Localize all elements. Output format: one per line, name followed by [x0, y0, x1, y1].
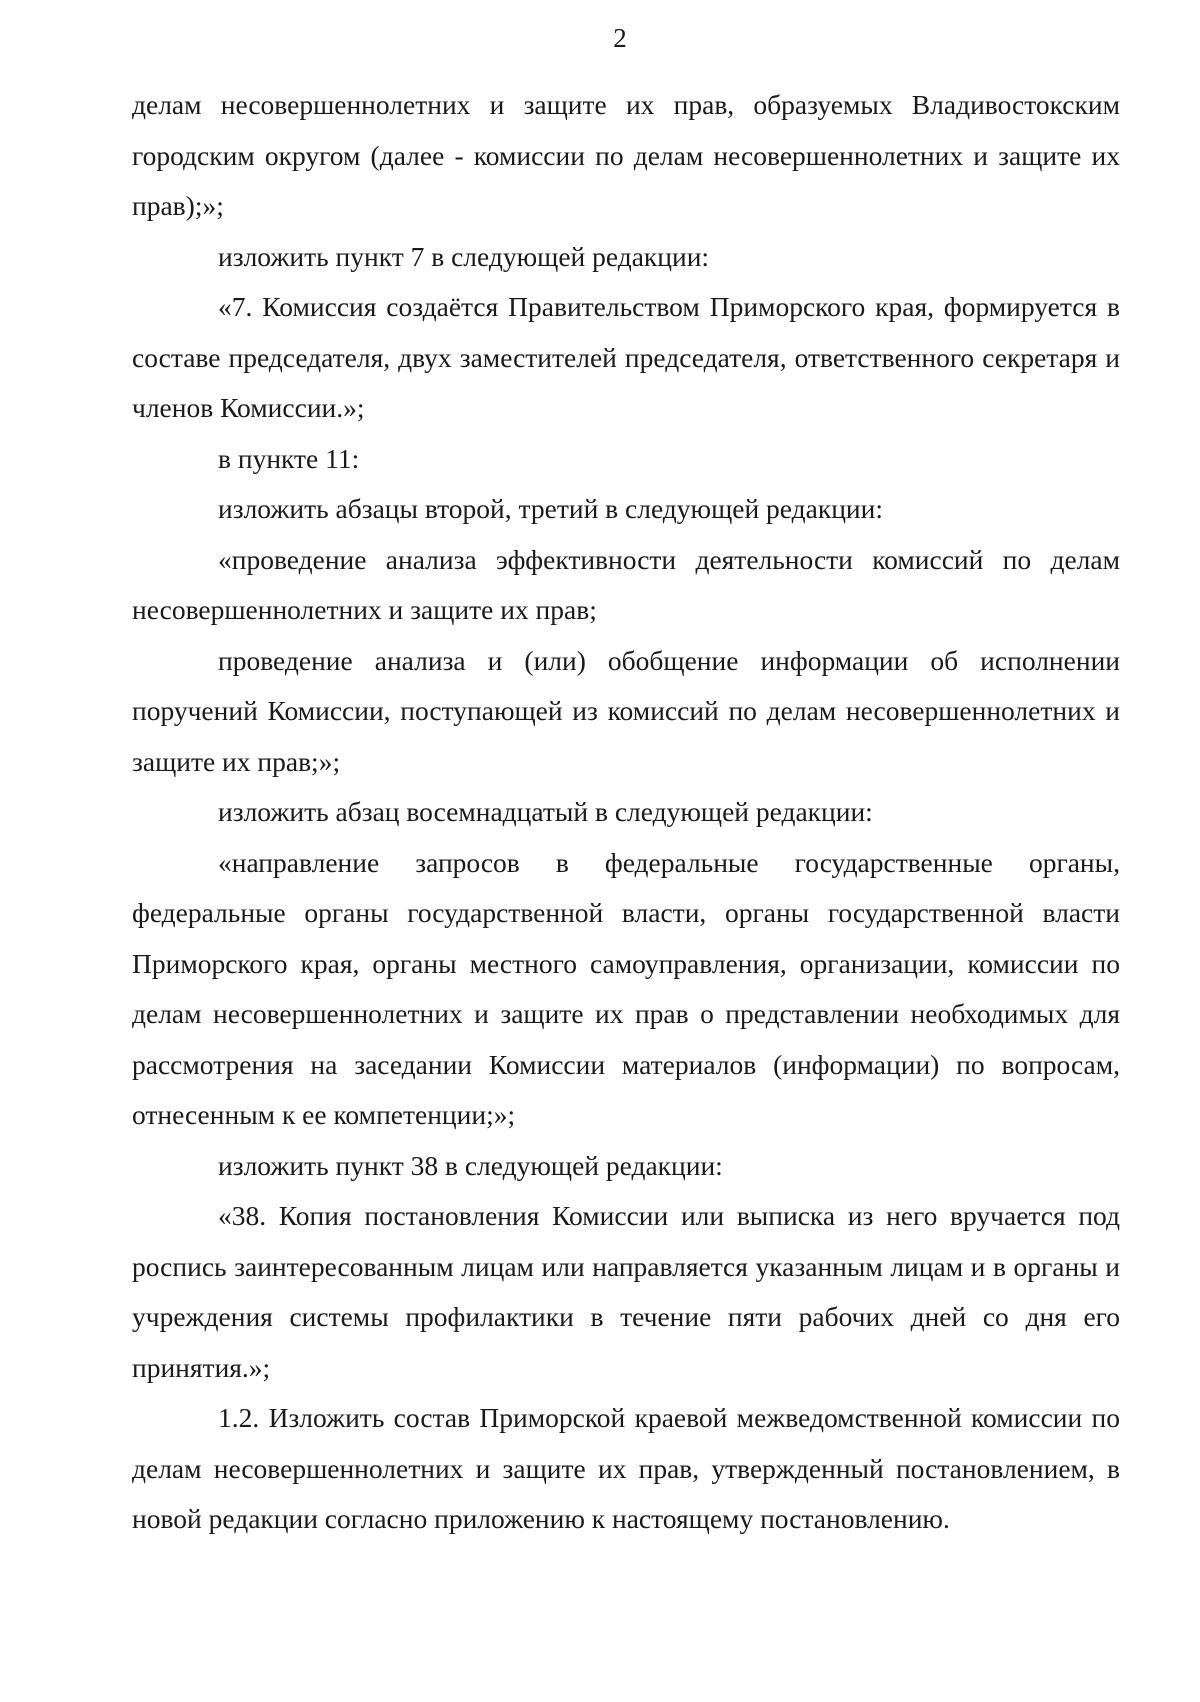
paragraph-11: «38. Копия постановления Комиссии или выписка из него вручается под роспись заинтересованным лицам или направляется указанным лицам и в органы и учреждения системы профилактики в течение пяти рабочих дней со дня его принятия.»; [132, 1200, 1120, 1383]
paragraph-8: изложить абзац восемнадцатый в следующей редакции: [218, 796, 873, 827]
paragraph-7: проведение анализа и (или) обобщение информации об исполнении поручений Комиссии, поступающей из комиссий по делам несовершеннолетних и защите их прав;»; [132, 644, 1120, 777]
paragraph-2: изложить пункт 7 в следующей редакции: [218, 240, 710, 272]
paragraph-4: в пункте 11: [218, 442, 360, 474]
paragraph-10: изложить пункт 38 в следующей редакции: [218, 1149, 723, 1181]
paragraph-6: «проведение анализа эффективности деятельности комиссий по делам несовершеннолетних и защите их прав; [132, 543, 1120, 625]
document-body [132, 80, 1120, 1545]
paragraph-3: «7. Комиссия создаётся Правительством Приморского края, формируется в составе председателя, двух заместителей председателя, ответственного секретаря и членов Комиссии.»; [132, 291, 1120, 423]
paragraph-9: «направление запросов в федеральные государственные органы, федеральные органы государственной власти, органы государственной власти Приморского края, органы местного самоуправления, организации, комиссии по делам несовершеннолетних и защите их прав о представлении необходимых для рассмотрения на заседании Комиссии материалов (информации) по вопросам, отнесенным к ее компетенции;»; [132, 846, 1120, 1130]
paragraph-12: 1.2. Изложить состав Приморской краевой межведомственной комиссии по делам несовершеннолетних и защите их прав, утвержденный постановлением, в новой редакции согласно приложению к настоящему постановлению. [132, 1402, 1120, 1534]
paragraph-5: изложить абзацы второй, третий в следующей редакции: [218, 493, 883, 524]
paragraph-1: делам несовершеннолетних и защите их прав, образуемых Владивостокским городским округом (далее - комиссии по делам несовершеннолетних и защите их прав);»; [132, 89, 1120, 221]
page-number: 2 [613, 23, 627, 53]
